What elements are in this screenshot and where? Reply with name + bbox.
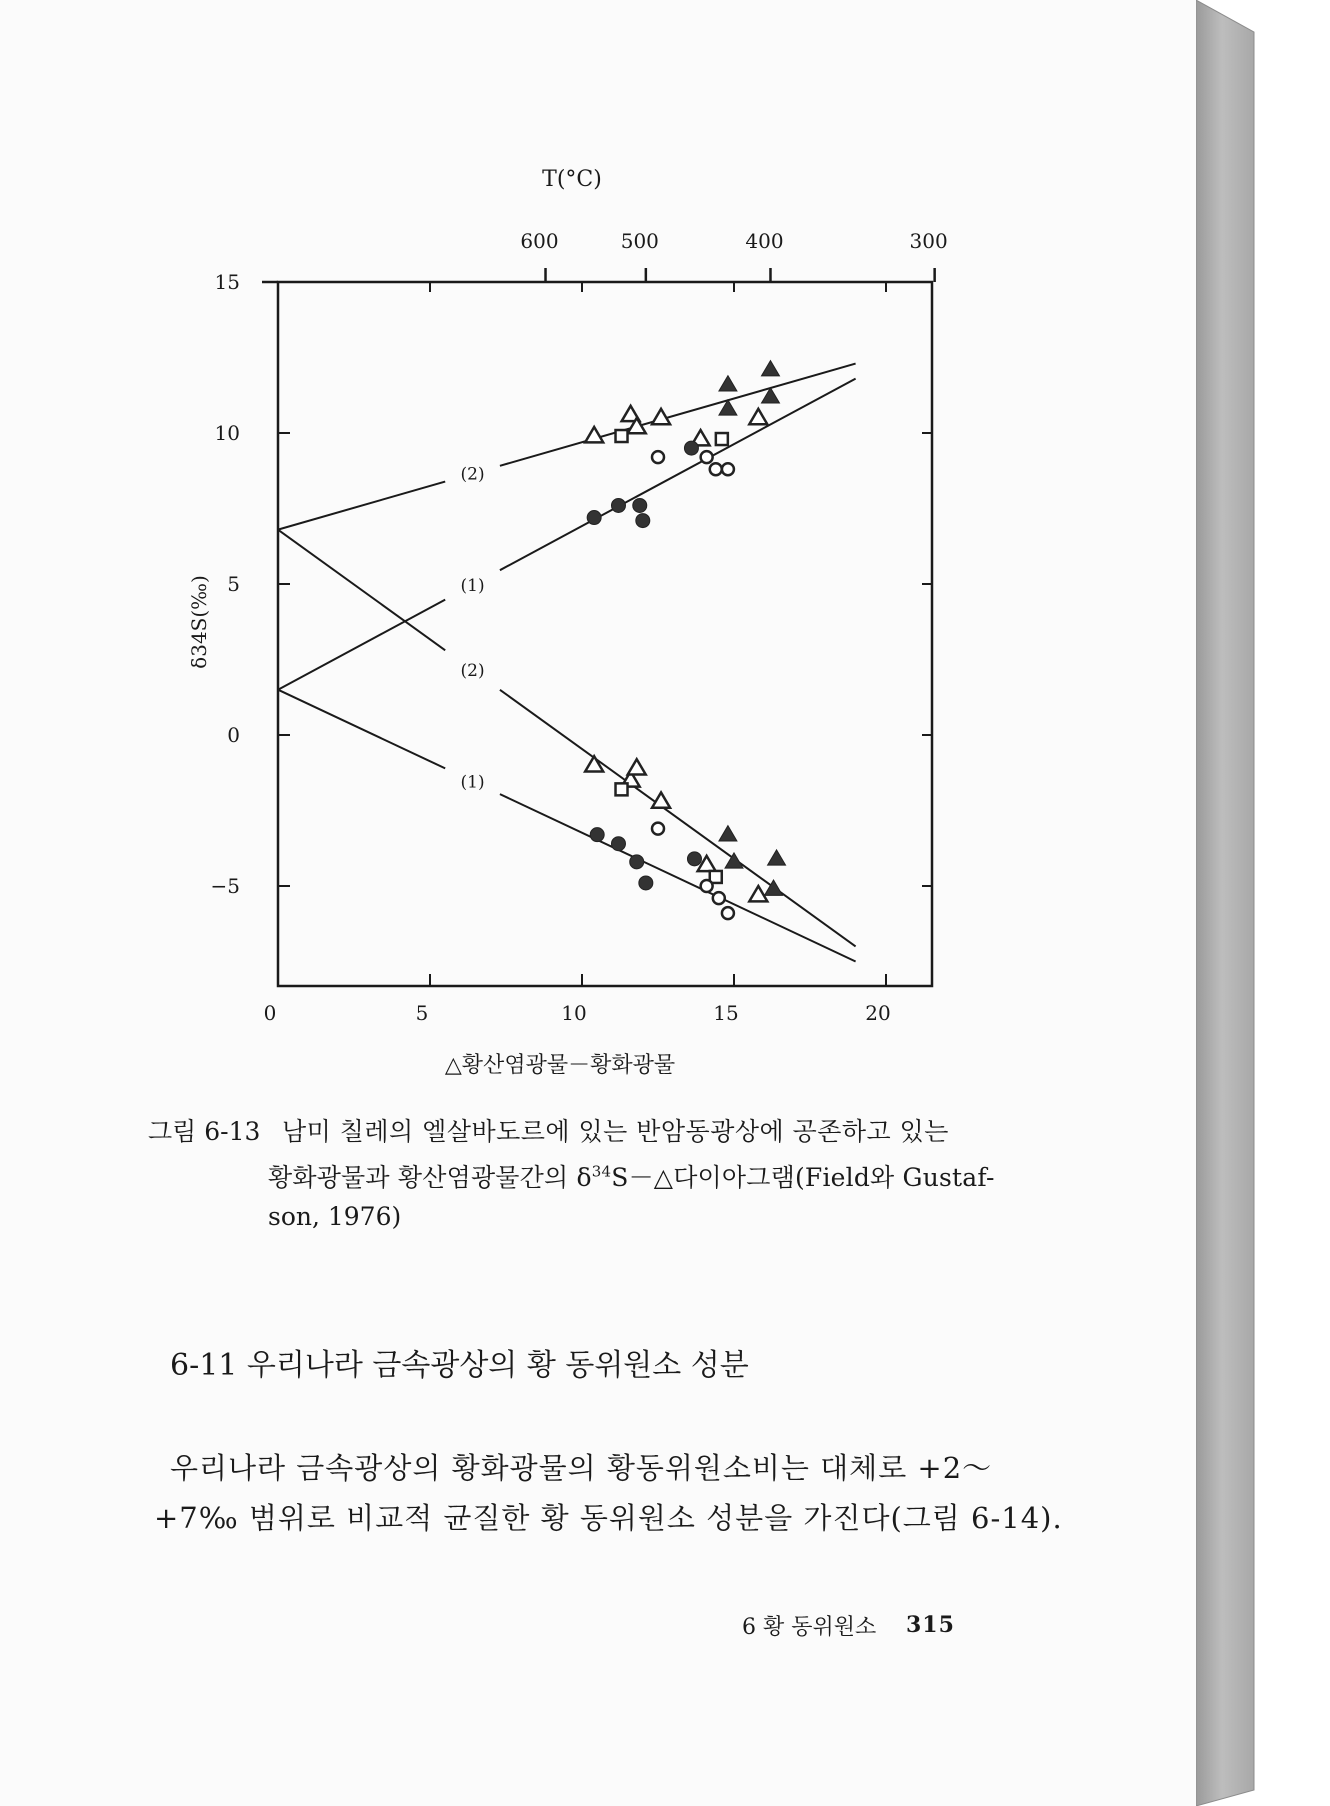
x-axis-title: △황산염광물－황화광물 xyxy=(444,1053,676,1078)
point-circle-open xyxy=(652,823,664,835)
axis-text xyxy=(187,167,948,1078)
body-text-line-2: +7‰ 범위로 비교적 균질한 황 동위원소 성분을 가진다(그림 6-14). xyxy=(154,1501,1063,1535)
point-triangle-open xyxy=(652,792,670,807)
point-square-open xyxy=(716,433,728,445)
plot-frame xyxy=(262,268,935,986)
regression-line-segment xyxy=(278,600,445,690)
data-points xyxy=(585,361,785,920)
body-text-line-1: 우리나라 금속광상의 황화광물의 황동위원소비는 대체로 +2～ xyxy=(170,1451,993,1485)
point-circle-open xyxy=(701,880,713,892)
top-tick-label: 500 xyxy=(620,229,659,253)
y-tick-label: 5 xyxy=(227,572,240,596)
x-tick-label: 20 xyxy=(865,1001,891,1025)
top-tick-label: 600 xyxy=(520,229,559,253)
x-tick-label: 15 xyxy=(713,1001,739,1025)
top-tick-label: 300 xyxy=(909,229,948,253)
point-triangle-open xyxy=(628,759,646,774)
point-circle-filled xyxy=(684,441,698,455)
regression-line-segment xyxy=(278,482,445,530)
line-label: (1) xyxy=(460,772,485,793)
point-circle-filled xyxy=(636,514,650,528)
section-heading: 6-11 우리나라 금속광상의 황 동위원소 성분 xyxy=(170,1348,749,1383)
point-circle-open xyxy=(701,451,713,463)
point-triangle-open xyxy=(652,409,670,424)
point-circle-filled xyxy=(687,852,701,866)
point-triangle-open xyxy=(585,756,603,771)
point-circle-filled xyxy=(639,876,653,890)
x-tick-label: 10 xyxy=(561,1001,587,1025)
y-axis-label: δ34S(‰) xyxy=(187,575,211,669)
point-triangle-filled xyxy=(719,376,737,391)
point-circle-filled xyxy=(587,511,601,525)
regression-line-segment xyxy=(278,690,445,769)
point-circle-open xyxy=(710,463,722,475)
page-number: 315 xyxy=(906,1612,955,1638)
regression-line-segment xyxy=(500,379,856,571)
caption-line-2 xyxy=(268,1158,995,1194)
caption-label: 그림 6-13 xyxy=(148,1117,261,1146)
caption-line-1: 남미 칠레의 엘살바도르에 있는 반암동광상에 공존하고 있는 xyxy=(282,1117,949,1146)
y-tick-label: 10 xyxy=(214,421,240,445)
caption-line-2-post: S－△다이아그램(Field와 Gustaf- xyxy=(611,1163,995,1192)
regression-line-segment xyxy=(500,690,856,947)
point-circle-open xyxy=(722,907,734,919)
y-tick-label: 0 xyxy=(227,723,240,747)
line-label: (2) xyxy=(460,661,485,682)
point-square-open xyxy=(616,430,628,442)
point-triangle-open xyxy=(749,886,767,901)
point-circle-filled xyxy=(611,498,625,512)
point-circle-filled xyxy=(630,855,644,869)
regression-lines xyxy=(278,364,856,962)
plot-box xyxy=(278,282,932,986)
point-circle-open xyxy=(652,451,664,463)
line-label: (2) xyxy=(460,464,485,485)
book-edge xyxy=(1196,0,1258,1806)
line-label: (1) xyxy=(460,575,485,596)
point-circle-open xyxy=(722,463,734,475)
point-square-open xyxy=(616,783,628,795)
caption-line-3: son, 1976) xyxy=(268,1202,402,1231)
regression-line-segment xyxy=(278,530,445,651)
point-triangle-open xyxy=(585,427,603,442)
x-tick-label: 0 xyxy=(263,1001,277,1025)
point-triangle-filled xyxy=(719,826,737,841)
point-circle-open xyxy=(713,892,725,904)
y-tick-label: −5 xyxy=(210,874,240,898)
regression-line-segment xyxy=(500,364,856,466)
point-circle-filled xyxy=(590,828,604,842)
running-footer: 6 황 동위원소 xyxy=(742,1615,877,1640)
point-triangle-open xyxy=(749,409,767,424)
point-circle-filled xyxy=(633,498,647,512)
caption-line-2-sup: 34 xyxy=(591,1162,612,1181)
point-triangle-filled xyxy=(768,850,786,865)
caption-line-2-pre: 황화광물과 황산염광물간의 δ xyxy=(268,1163,592,1192)
x-tick-label: 5 xyxy=(415,1001,429,1025)
top-tick-label: 400 xyxy=(745,229,784,253)
y-tick-label: 15 xyxy=(214,270,240,294)
point-triangle-filled xyxy=(761,361,779,376)
top-axis-title: T(°C) xyxy=(542,167,602,192)
point-circle-filled xyxy=(611,837,625,851)
